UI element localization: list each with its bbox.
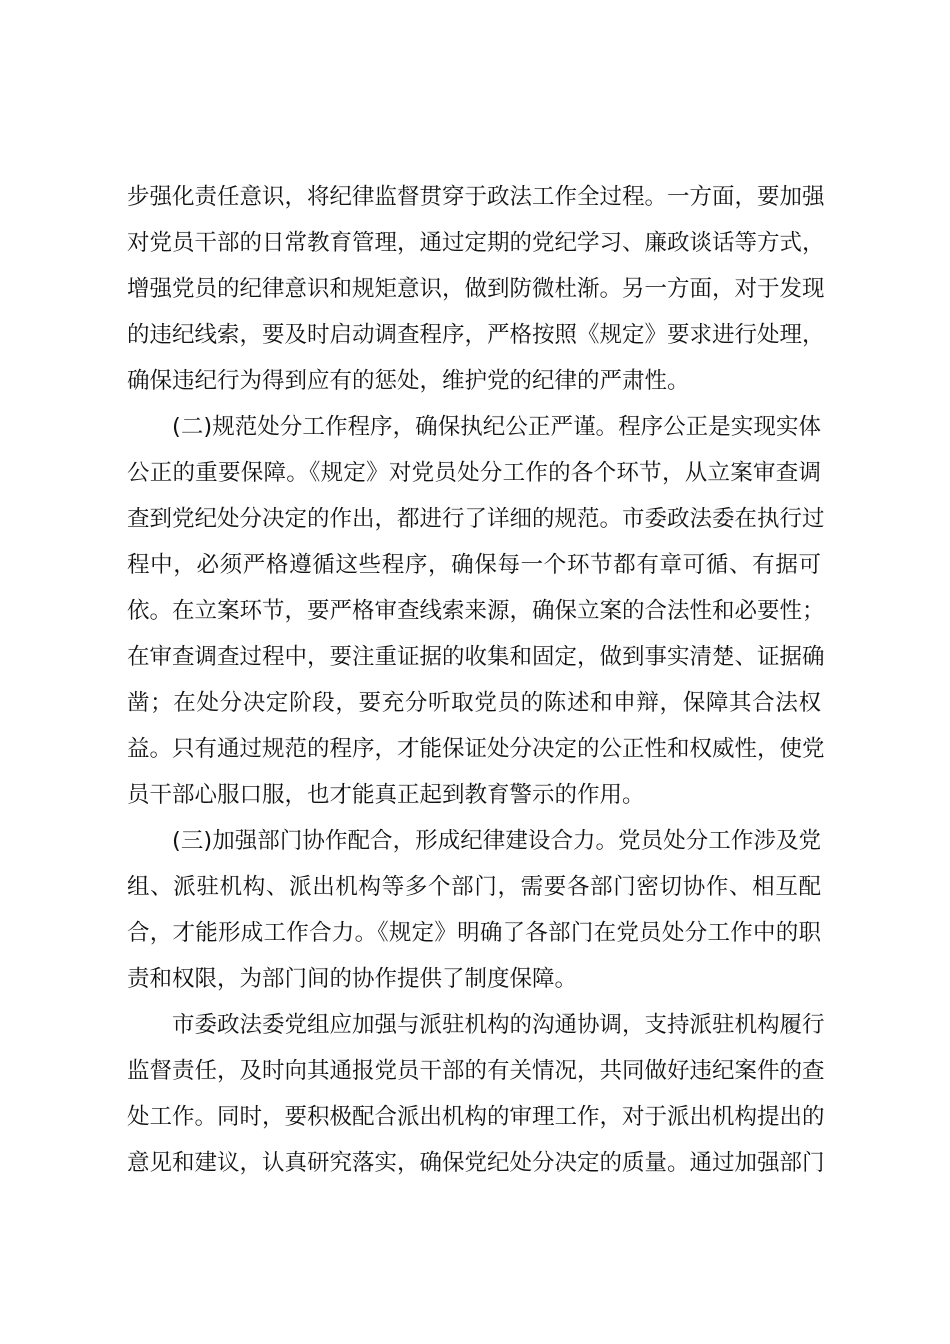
text-line: 处工作。同时，要积极配合派出机构的审理工作，对于派出机构提出的 (127, 1104, 825, 1130)
text-line: 公正的重要保障。《规定》对党员处分工作的各个环节，从立案审查调 (127, 460, 821, 486)
text-line: 责和权限，为部门间的协作提供了制度保障。 (127, 966, 578, 992)
paragraph-4 (127, 1002, 825, 1186)
text-line: 员干部心服口服，也才能真正起到教育警示的作用。 (127, 782, 645, 808)
text-line: 在审查调查过程中，要注重证据的收集和固定，做到事实清楚、证据确 (127, 644, 825, 670)
text-line: (三)加强部门协作配合，形成纪律建设合力。党员处分工作涉及党 (172, 828, 821, 854)
document-body (127, 174, 825, 1186)
text-line: 市委政法委党组应加强与派驻机构的沟通协调，支持派驻机构履行 (172, 1012, 825, 1038)
paragraph-3 (127, 818, 821, 1002)
paragraph-1 (127, 174, 825, 404)
text-line: (二)规范处分工作程序，确保执纪公正严谨。程序公正是实现实体 (172, 414, 821, 440)
text-line: 的违纪线索，要及时启动调查程序，严格按照《规定》要求进行处理， (127, 322, 825, 348)
text-line: 意见和建议，认真研究落实，确保党纪处分决定的质量。通过加强部门 (127, 1150, 825, 1176)
text-line: 确保违纪行为得到应有的惩处，维护党的纪律的严肃性。 (127, 368, 690, 394)
text-line: 查到党纪处分决定的作出，都进行了详细的规范。市委政法委在执行过 (127, 506, 825, 532)
text-line: 合，才能形成工作合力。《规定》明确了各部门在党员处分工作中的职 (127, 920, 821, 946)
paragraph-2 (127, 404, 825, 818)
text-line: 益。只有通过规范的程序，才能保证处分决定的公正性和权威性，使党 (127, 736, 825, 762)
text-line: 对党员干部的日常教育管理，通过定期的党纪学习、廉政谈话等方式， (127, 230, 825, 256)
text-line: 组、派驻机构、派出机构等多个部门，需要各部门密切协作、相互配 (127, 874, 821, 900)
text-line: 程中，必须严格遵循这些程序，确保每一个环节都有章可循、有据可 (127, 552, 821, 578)
text-line: 监督责任，及时向其通报党员干部的有关情况，共同做好违纪案件的查 (127, 1058, 825, 1084)
text-line: 增强党员的纪律意识和规矩意识，做到防微杜渐。另一方面，对于发现 (127, 276, 825, 302)
text-line: 依。在立案环节，要严格审查线索来源，确保立案的合法性和必要性； (127, 598, 825, 624)
text-line: 凿；在处分决定阶段，要充分听取党员的陈述和申辩，保障其合法权 (127, 690, 821, 716)
text-line: 步强化责任意识，将纪律监督贯穿于政法工作全过程。一方面，要加强 (127, 184, 825, 210)
